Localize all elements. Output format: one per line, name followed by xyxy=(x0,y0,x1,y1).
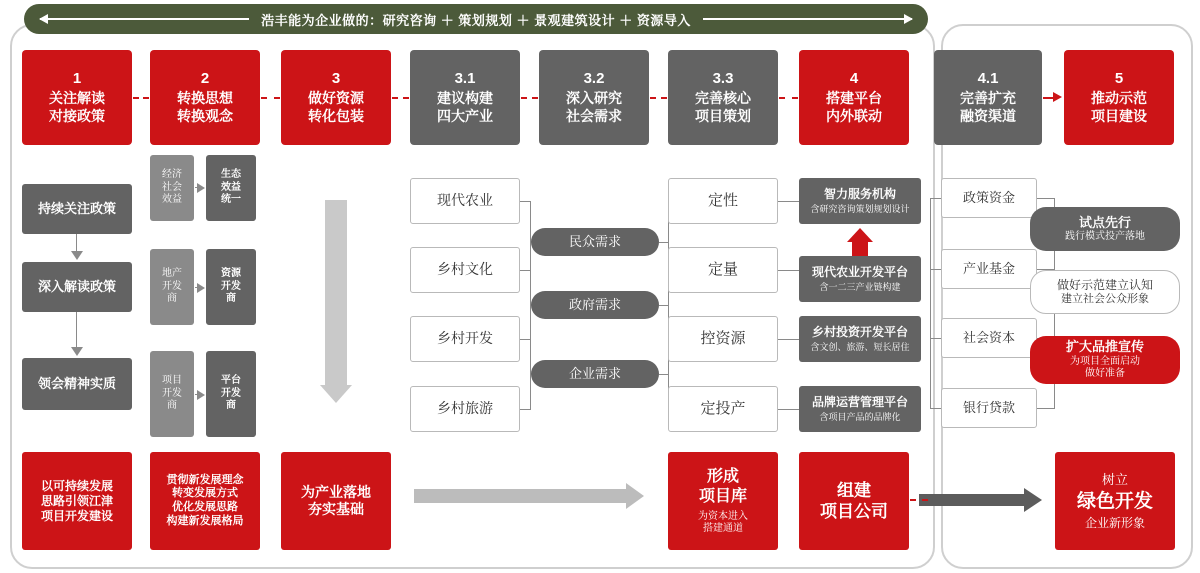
platform-1-sub: 含研究咨询策划规划设计 xyxy=(810,203,910,214)
bottom-arrow-icon xyxy=(626,483,644,509)
outcome-box-1[interactable] xyxy=(1030,207,1180,251)
grid-cell-resource[interactable] xyxy=(206,249,256,325)
demand-box-3[interactable] xyxy=(531,360,659,388)
top-banner xyxy=(24,4,928,34)
final-line-3: 企业新形象 xyxy=(1084,515,1145,530)
step-box-4[interactable] xyxy=(799,50,909,145)
core-connector-1 xyxy=(778,201,800,202)
step-box-5[interactable] xyxy=(1064,50,1174,145)
platform-2-title: 现代农业开发平台 xyxy=(811,264,908,279)
step-2-label: 转换思想 转换观念 xyxy=(177,90,233,124)
finance-4-label: 银行贷款 xyxy=(962,399,1015,415)
step-3-1-number: 3.1 xyxy=(454,69,476,87)
finance-left-bracket-vline xyxy=(930,198,931,408)
step-3-3-label: 完善核心 项目策划 xyxy=(695,90,751,124)
step-box-3[interactable] xyxy=(281,50,391,145)
grid-cell-platform-label: 平台 开发 商 xyxy=(221,375,241,412)
core-box-1[interactable] xyxy=(668,178,778,224)
step-box-2[interactable] xyxy=(150,50,260,145)
core-2-label: 定量 xyxy=(707,260,738,278)
platform-up-arrow-shaft xyxy=(852,242,868,256)
outcome-1-title: 试点先行 xyxy=(1078,214,1131,230)
connector-dashed-2-3 xyxy=(261,97,280,99)
step-box-3-1[interactable] xyxy=(410,50,520,145)
connector-dashed-3-31 xyxy=(392,97,409,99)
industry-4-label: 乡村旅游 xyxy=(437,400,493,417)
industry-box-4[interactable] xyxy=(410,386,520,432)
grid-cell-resource-label: 资源 开发 商 xyxy=(221,268,241,305)
result-box-1[interactable] xyxy=(668,452,778,550)
step-1-label: 关注解读 对接政策 xyxy=(49,90,105,124)
final-arrow-icon xyxy=(1024,488,1042,512)
policy-step-3[interactable] xyxy=(22,358,132,410)
final-arrow-shaft xyxy=(919,494,1024,506)
col3-bottom-label: 为产业落地 夯实基础 xyxy=(301,483,371,517)
industry-1-label: 现代农业 xyxy=(437,192,493,209)
platform-4-title: 品牌运营管理平台 xyxy=(811,394,908,409)
step-3-1-label: 建议构建 四大产业 xyxy=(437,90,493,124)
col3-down-arrow-shaft xyxy=(325,200,347,385)
platform-box-3[interactable] xyxy=(799,316,921,362)
grid-cell-economic-label: 经济 社会 效益 xyxy=(162,169,182,206)
bottom-arrow-shaft xyxy=(414,489,626,503)
grid-arrow-2-icon xyxy=(197,283,205,293)
col2-bottom-label: 贯彻新发展理念 转变发展方式 优化发展思路 构建新发展格局 xyxy=(166,473,244,527)
result-2-title: 组建 项目公司 xyxy=(820,480,888,521)
outcome-1-sub: 践行模式投产落地 xyxy=(1065,230,1145,242)
connector-dashed-31-32 xyxy=(521,97,538,99)
policy-step-1-label: 持续关注政策 xyxy=(37,200,116,216)
step-4-label: 搭建平台 内外联动 xyxy=(826,90,882,124)
industry-3-label: 乡村开发 xyxy=(437,330,493,347)
finance-3-label: 社会资本 xyxy=(962,329,1015,345)
platform-1-title: 智力服务机构 xyxy=(823,186,896,201)
policy-arrow-1-icon xyxy=(71,251,83,260)
grid-cell-project-label: 项目 开发 商 xyxy=(162,375,182,412)
final-line-2: 绿色开发 xyxy=(1076,490,1153,512)
col3-bottom-box[interactable] xyxy=(281,452,391,550)
outcome-3-title: 扩大品推宣传 xyxy=(1065,339,1144,355)
policy-step-2-label: 深入解读政策 xyxy=(37,278,116,294)
step-3-number: 3 xyxy=(331,69,341,87)
grid-cell-realestate[interactable] xyxy=(150,249,194,325)
finance-left-bracket-1 xyxy=(930,198,941,199)
col1-bottom-label: 以可持续发展 思路引领江津 项目开发建设 xyxy=(40,478,113,523)
industry-bracket-4 xyxy=(520,409,531,410)
grid-arrow-1-icon xyxy=(197,183,205,193)
core-box-3[interactable] xyxy=(668,316,778,362)
final-dashed-connector xyxy=(910,499,928,501)
step-5-number: 5 xyxy=(1114,69,1124,87)
demand-3-label: 企业需求 xyxy=(568,365,621,381)
outcome-2-sub: 建立社会公众形象 xyxy=(1061,292,1149,305)
core-box-4[interactable] xyxy=(668,386,778,432)
step-3-2-label: 深入研究 社会需求 xyxy=(566,90,622,124)
demand-2-label: 政府需求 xyxy=(568,296,621,312)
grid-cell-realestate-label: 地产 开发 商 xyxy=(162,268,182,305)
result-1-sub: 为资本进入 搭建通道 xyxy=(698,510,748,534)
step-1-number: 1 xyxy=(72,69,82,87)
outcome-box-2[interactable] xyxy=(1030,270,1180,314)
demand-1-label: 民众需求 xyxy=(568,233,621,249)
platform-4-sub: 含项目产品的品牌化 xyxy=(819,411,901,422)
platform-up-arrow-icon xyxy=(847,228,873,242)
step-box-1[interactable] xyxy=(22,50,132,145)
core-4-label: 定投产 xyxy=(700,399,746,417)
connector-dashed-33-4 xyxy=(779,97,798,99)
finance-left-bracket-4 xyxy=(930,408,941,409)
finance-box-1[interactable] xyxy=(941,178,1037,218)
step-3-2-number: 3.2 xyxy=(583,69,605,87)
step-4-number: 4 xyxy=(849,69,859,87)
grid-cell-platform[interactable] xyxy=(206,351,256,437)
step-box-4-1[interactable] xyxy=(934,50,1042,145)
grid-arrow-3-icon xyxy=(197,390,205,400)
core-connector-4 xyxy=(778,409,800,410)
outcome-2-title: 做好示范建立认知 xyxy=(1056,277,1153,292)
connector-dashed-1-2 xyxy=(133,97,149,99)
industry-box-3[interactable] xyxy=(410,316,520,362)
col1-bottom-box[interactable] xyxy=(22,452,132,550)
step-box-3-3[interactable] xyxy=(668,50,778,145)
demand-box-2[interactable] xyxy=(531,291,659,319)
final-box[interactable] xyxy=(1055,452,1175,550)
outcome-3-sub: 为项目全面启动 做好准备 xyxy=(1070,355,1140,380)
industry-bracket-3 xyxy=(520,339,531,340)
result-box-2[interactable] xyxy=(799,452,909,550)
grid-cell-project[interactable] xyxy=(150,351,194,437)
core-box-2[interactable] xyxy=(668,247,778,293)
banner-text: 浩丰能为企业做的：研究咨询 ＋ 策划规划 ＋ 景观建筑设计 ＋ 资源导入 xyxy=(249,10,703,29)
col3-down-arrow-icon xyxy=(320,385,352,403)
step-4-1-number: 4.1 xyxy=(977,69,999,87)
policy-step-2[interactable] xyxy=(22,262,132,312)
grid-cell-ecology-label: 生态 效益 统一 xyxy=(221,169,241,206)
policy-step-3-label: 领会精神实质 xyxy=(37,375,116,391)
platform-2-sub: 含一二三产业链构建 xyxy=(819,281,901,292)
policy-connector-2 xyxy=(76,312,77,349)
industry-bracket-2 xyxy=(520,270,531,271)
industry-box-1[interactable] xyxy=(410,178,520,224)
step-5-label: 推动示范 项目建设 xyxy=(1091,90,1147,124)
finance-box-3[interactable] xyxy=(941,318,1037,358)
industry-2-label: 乡村文化 xyxy=(437,261,493,278)
connector-arrow-41-5-icon xyxy=(1053,92,1062,102)
outcome-box-3[interactable] xyxy=(1030,336,1180,384)
final-line-1: 树立 xyxy=(1101,471,1128,487)
finance-left-bracket-2 xyxy=(930,269,941,270)
step-3-label: 做好资源 转化包装 xyxy=(308,90,364,124)
core-connector-3 xyxy=(778,339,800,340)
col2-bottom-box[interactable] xyxy=(150,452,260,550)
finance-box-4[interactable] xyxy=(941,388,1037,428)
platform-box-2[interactable] xyxy=(799,256,921,302)
finance-left-bracket-3 xyxy=(930,338,941,339)
finance-box-2[interactable] xyxy=(941,249,1037,289)
connector-dashed-32-33 xyxy=(650,97,667,99)
platform-3-sub: 含文创、旅游、短长居住 xyxy=(810,341,910,352)
step-4-1-label: 完善扩充 融资渠道 xyxy=(960,90,1016,124)
finance-bracket-4 xyxy=(1037,408,1055,409)
core-3-label: 控资源 xyxy=(700,329,746,347)
step-3-3-number: 3.3 xyxy=(712,69,734,87)
step-2-number: 2 xyxy=(200,69,210,87)
finance-1-label: 政策资金 xyxy=(962,189,1015,205)
platform-box-1[interactable] xyxy=(799,178,921,224)
demand-bracket-3 xyxy=(659,374,669,375)
grid-cell-ecology[interactable] xyxy=(206,155,256,221)
platform-3-title: 乡村投资开发平台 xyxy=(811,324,908,339)
core-1-label: 定性 xyxy=(707,191,738,209)
demand-bracket-2 xyxy=(659,305,669,306)
policy-arrow-2-icon xyxy=(71,347,83,356)
platform-box-4[interactable] xyxy=(799,386,921,432)
policy-step-1[interactable] xyxy=(22,184,132,234)
grid-cell-economic[interactable] xyxy=(150,155,194,221)
industry-bracket-1 xyxy=(520,201,531,202)
step-box-3-2[interactable] xyxy=(539,50,649,145)
finance-bracket-1 xyxy=(1037,198,1055,199)
industry-box-2[interactable] xyxy=(410,247,520,293)
result-1-title: 形成 项目库 xyxy=(698,467,747,505)
core-connector-2 xyxy=(778,270,800,271)
demand-bracket-1 xyxy=(659,242,669,243)
demand-box-1[interactable] xyxy=(531,228,659,256)
finance-2-label: 产业基金 xyxy=(962,260,1015,276)
